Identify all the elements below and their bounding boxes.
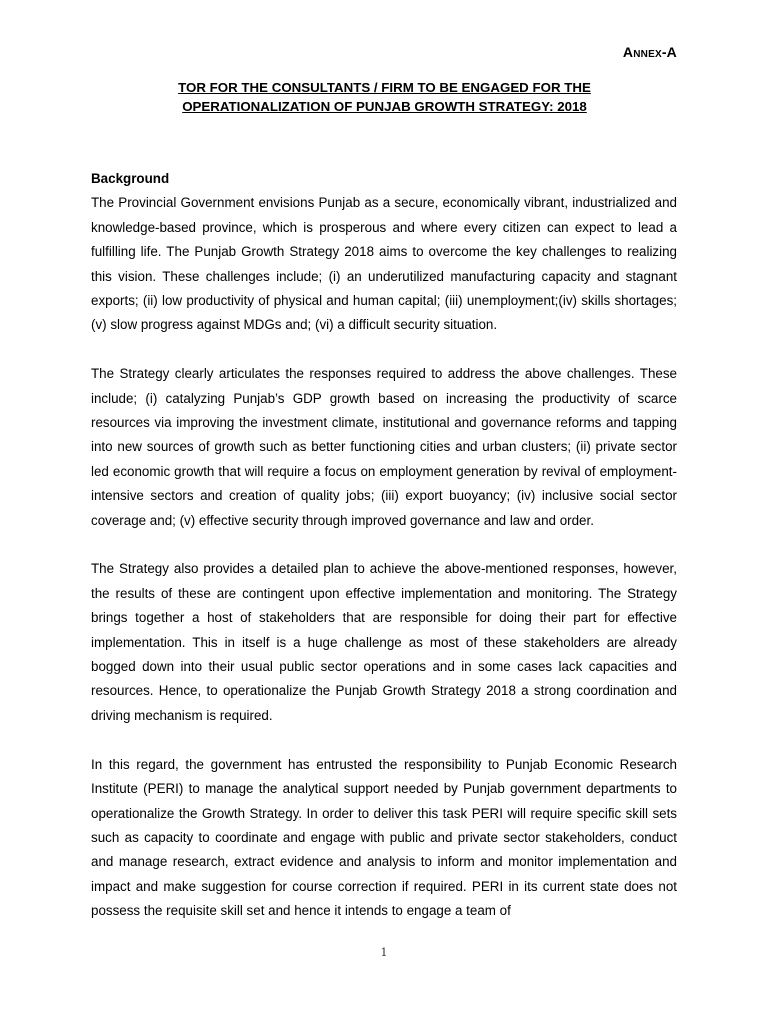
title-line-1: TOR FOR THE CONSULTANTS / FIRM TO BE ENGAGED FOR THE: [178, 80, 591, 95]
section-heading-background: Background: [91, 171, 170, 186]
document-title: [91, 78, 678, 116]
paragraph-peri: In this regard, the government has entrusted the responsibility to Punjab Economic Research Institute (PERI) to manage the analytical support needed by Punjab government departments to operationalize the Growth Strategy. In order to deliver this task PERI will require specific skill sets such as capacity to coordinate and engage with public and private sector stakeholders, conduct and manage research, extract evidence and analysis to inform and monitor implementation and impact and make suggestion for course correction if required. PERI in its current state does not possess the requisite skill set and hence it intends to engage a team of: [91, 756, 677, 919]
title-line-2: OPERATIONALIZATION OF PUNJAB GROWTH STRATEGY: 2018: [182, 99, 587, 114]
page-number: 1: [380, 946, 388, 959]
paragraph-responses: The Strategy clearly articulates the responses required to address the above challenges. These include; (i) catalyzing Punjab’s GDP growth based on increasing the productivity of scarce resources via improving the investment climate, institutional and governance reforms and tapping into new sources of growth such as better functioning cities and urban clusters; (ii) private sector led economic growth that will require a focus on employment generation by revival of employment-intensive sectors and creation of quality jobs; (iii) export buoyancy; (iv) inclusive social sector coverage and; (v) effective security through improved governance and law and order.: [91, 366, 677, 528]
document-body: [91, 167, 677, 948]
paragraph-implementation: The Strategy also provides a detailed plan to achieve the above-mentioned responses, however, the results of these are contingent upon effective implementation and monitoring. The Strategy brings together a host of stakeholders that are responsible for doing their part for effective implementation. This in itself is a huge challenge as most of these stakeholders are already bogged down into their usual public sector operations and in some cases lack capacities and resources. Hence, to operationalize the Punjab Growth Strategy 2018 a strong coordination and driving mechanism is required.: [91, 561, 677, 723]
paragraph-vision: The Provincial Government envisions Punjab as a secure, economically vibrant, industrialized and knowledge-based province, which is prosperous and where every citizen can expect to lead a fulfilling life. The Punjab Growth Strategy 2018 aims to overcome the key challenges to realizing this vision. These challenges include; (i) an underutilized manufacturing capacity and stagnant exports; (ii) low productivity of physical and human capital; (iii) unemployment;(iv) skills shortages; (v) slow progress against MDGs and; (vi) a difficult security situation.: [91, 195, 677, 333]
annex-label: Annex-A: [622, 44, 677, 60]
